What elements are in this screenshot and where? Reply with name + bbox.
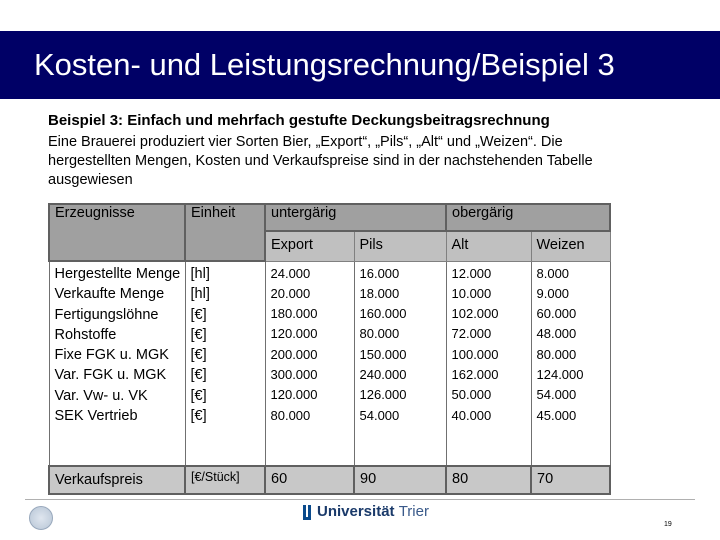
row-units [185,261,265,466]
logo-university: Universität [317,503,395,520]
values-alt-line: 12.000 [451,265,492,281]
intro-text: Eine Brauerei produziert vier Sorten Bier, „Export“, „Pils“, „Alt“ und „Weizen“. Die hergestellten Mengen, Kosten und Verkaufspreise sind in der nachstehenden Tabelle ausgewiesen [48,134,593,188]
values-alt-line: 50.000 [451,387,492,403]
values-pils-line: 80.000 [359,326,400,342]
header-pils: Pils [354,231,446,261]
row-labels-line: Rohstoffe [54,326,117,343]
data-table [48,203,611,495]
row-labels [49,261,185,466]
values-alt-line: 72.000 [451,326,492,342]
values-weizen-line: 45.000 [536,407,577,423]
values-pils-line: 160.000 [359,306,407,322]
header-erzeugnisse: Erzeugnisse [49,204,185,261]
row-units-line: [€] [190,347,207,364]
values-pils-line: 16.000 [359,265,400,281]
values-alt-line: 102.000 [451,306,499,322]
row-labels-line: Fixe FGK u. MGK [54,347,169,364]
values-export-line: 120.000 [270,387,318,403]
values-export [265,261,354,466]
logo-place: Trier [398,503,429,520]
header-einheit: Einheit [185,204,265,261]
slide-subtitle: Beispiel 3: Einfach und mehrfach gestufte Deckungsbeitragsrechnung [48,112,550,129]
header-obergaerig: obergärig [446,204,610,231]
row-units-line: [€] [190,387,207,404]
values-weizen-line: 60.000 [536,306,577,322]
row-units-line: [€] [190,408,207,425]
values-export-line: 180.000 [270,306,318,322]
row-labels-line: Hergestellte Menge [54,266,181,282]
values-pils-line: 150.000 [359,346,407,362]
values-export-line: 200.000 [270,346,318,362]
row-units-line: [€] [190,326,207,343]
university-seal-icon [29,506,53,530]
sale-export: 60 [265,466,354,494]
values-pils-line: 240.000 [359,366,407,382]
values-export-line: 300.000 [270,366,318,382]
values-pils [354,261,446,466]
row-labels-line: Fertigungslöhne [54,306,159,323]
values-weizen-line: 80.000 [536,346,577,362]
slide-title: Kosten- und Leistungsrechnung/Beispiel 3 [34,47,615,82]
sale-weizen: 70 [531,466,610,494]
values-weizen-line: 48.000 [536,326,577,342]
row-units-line: [€] [190,306,207,323]
row-labels-line: Var. Vw- u. VK [54,387,148,404]
header-alt: Alt [446,231,531,261]
values-pils-line: 54.000 [359,407,400,423]
values-alt-line: 100.000 [451,346,499,362]
values-weizen-line: 9.000 [536,285,570,301]
values-alt-line: 40.000 [451,407,492,423]
values-weizen-line: 8.000 [536,265,570,281]
sale-alt: 80 [446,466,531,494]
row-labels-line: SEK Vertrieb [54,408,138,425]
row-units-line: [€] [190,367,207,384]
sale-pils: 90 [354,466,446,494]
row-labels-line: Verkaufte Menge [54,286,165,303]
values-export-line: 120.000 [270,326,318,342]
values-export-line: 80.000 [270,407,311,423]
row-labels-line: Var. FGK u. MGK [54,367,167,384]
values-alt-line: 162.000 [451,366,499,382]
values-weizen-line: 124.000 [536,366,584,382]
row-units-line: [hl] [190,266,210,282]
values-alt-line: 10.000 [451,285,492,301]
title-bar [0,31,720,99]
values-pils-line: 18.000 [359,285,400,301]
sale-label: Verkaufspreis [49,466,185,494]
header-weizen: Weizen [531,231,610,261]
sale-unit: [€/Stück] [185,466,265,494]
footer-divider [25,499,695,500]
values-weizen [531,261,610,466]
values-alt [446,261,531,466]
values-export-line: 20.000 [270,285,311,301]
values-weizen-line: 54.000 [536,387,577,403]
values-export-line: 24.000 [270,265,311,281]
header-untergaerig: untergärig [265,204,446,231]
page-number: 19 [664,521,672,528]
values-pils-line: 126.000 [359,387,407,403]
row-units-line: [hl] [190,286,210,303]
header-export: Export [265,231,354,261]
logo-mark-icon [303,505,314,520]
